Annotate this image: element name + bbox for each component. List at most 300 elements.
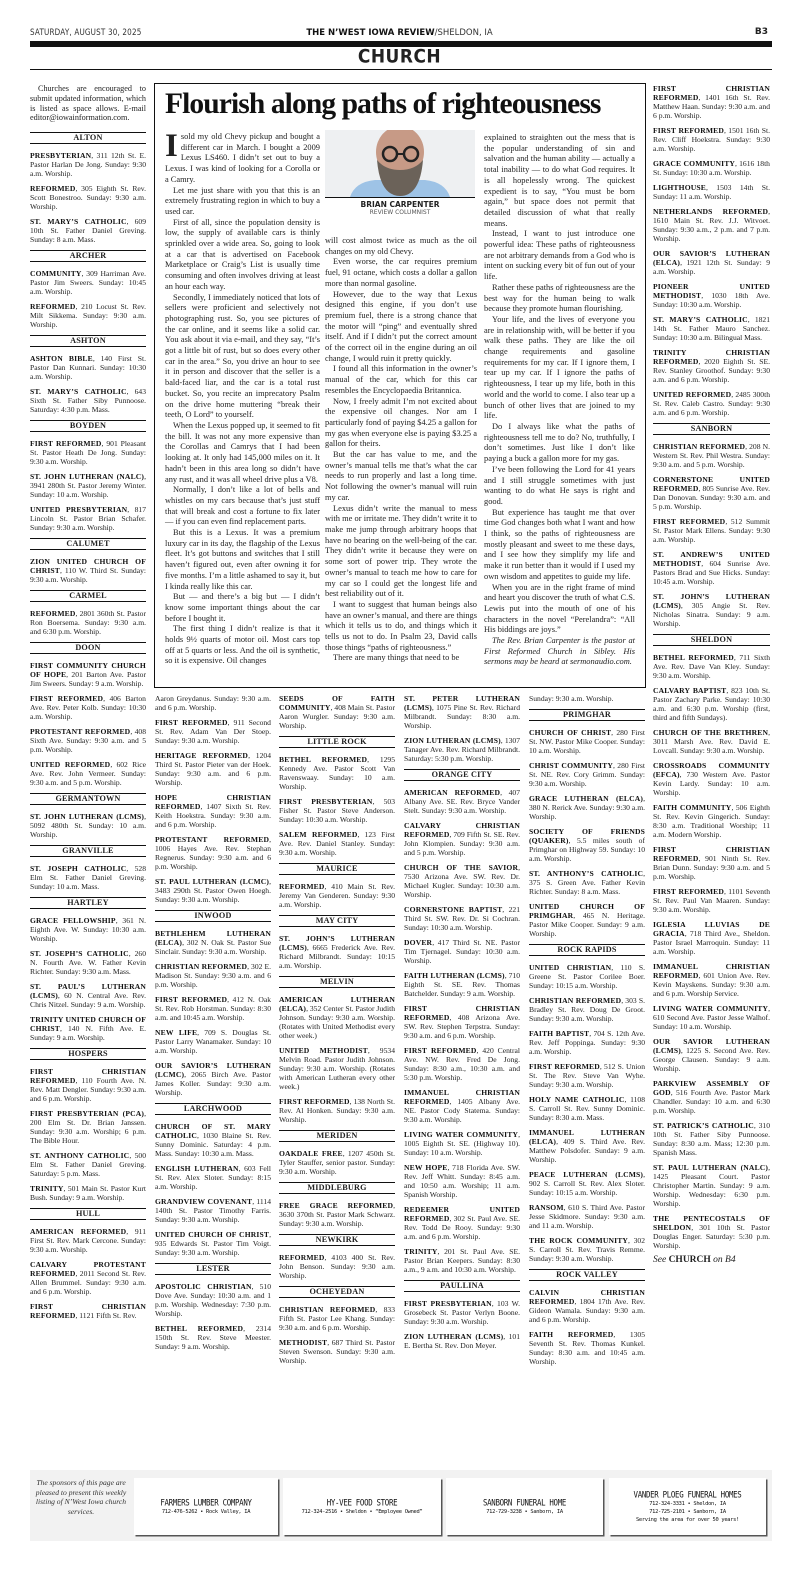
church-listing: [279, 995, 395, 1040]
church-details: , 730 Western Ave. Pastor Kevin Lardy. Sunday: 10 a.m. Worship.: [653, 770, 770, 797]
church-name: PROTESTANT REFORMED: [30, 727, 131, 737]
church-details: , 1030 18th Ave. Sunday: 10:30 a.m. Worship.: [653, 291, 770, 309]
church-name: OUR SAVIOR LUTHERAN (LCMS): [653, 1037, 770, 1055]
church-name: CHURCH OF THE SAVIOR: [404, 863, 519, 872]
church-details: , 3630 370th St. Pastor Mark Schwarz. Sunday: 9:30 a.m. Worship.: [279, 1201, 395, 1228]
church-listing: [529, 728, 645, 755]
church-details: , 709 Fifth St. SE. Rev. John Klompien. Sunday: 9:30 a.m. and 5 p.m. Worship.: [404, 830, 520, 857]
article-paragraph: Instead, I want to just introduce one powerful idea: These paths of righteousness are not arbitrary demands from a God who is intent on sucking every bit of fun out of your life.: [484, 229, 635, 282]
newspaper-name: [0, 28, 799, 38]
church-details: , 603 Fell St. Rev. Alex Sloter. Sunday: 8:15 a.m. Worship.: [155, 1164, 271, 1191]
church-listing: [404, 1332, 520, 1350]
church-name: CHRISTIAN REFORMED: [155, 962, 248, 971]
church-name: ST. ANTHONY’S CATHOLIC: [529, 869, 644, 878]
church-details: , 704 S. 12th Ave. Rev. Jeff Poppinga. Sunday: 9:30 a.m. Worship.: [529, 1029, 645, 1056]
church-name: CALVIN CHRISTIAN REFORMED: [529, 1288, 645, 1306]
church-details: , 302 St. Paul Ave. SE. Rev. Todd De Rooy. Sunday: 9:30 a.m. and 6 p.m. Worship.: [404, 1214, 520, 1241]
church-listing: [653, 126, 770, 153]
church-listing: [529, 1128, 645, 1164]
town-heading: SHELDON: [653, 634, 770, 646]
church-listing: [653, 159, 770, 177]
article-headline: Flourish along paths of righteousness: [165, 88, 601, 120]
church-details: , 2314 150th St. Rev. Steve Meester. Sunday: 9 a.m. Worship.: [155, 1324, 271, 1351]
church-name: REFORMED: [30, 609, 76, 619]
church-listing: [404, 694, 520, 730]
church-details: , 210 Locust St. Rev. Milt Sikkema. Sunday: 9:30 a.m. Worship.: [30, 302, 146, 330]
church-details: , 1005 Eighth St. SE. (Highway 10). Sunday: 10 a.m. Worship.: [404, 1130, 520, 1157]
town-heading: MERIDEN: [279, 1130, 395, 1142]
church-details: , 201 Barton Ave. Pastor Jim Sweers. Sunday: 9 a.m. Worship.: [30, 670, 146, 689]
article-paragraph: I want to suggest that human beings also have an owner’s manual, and there are things which it tells us to do, and things which it tells us not to do. In Psalm 23, David calls those things “paths of righteousness.”: [325, 599, 477, 652]
church-details: , 409 S. Third Ave. Rev. Matthew Polsdofer. Sunday: 9 a.m. Worship.: [529, 1137, 645, 1164]
church-name: ST. PATRICK’S CATHOLIC: [653, 1121, 754, 1130]
church-details: , 408 Arizona Ave. SW. Rev. Stephen Terpstra. Sunday: 9:30 a.m. and 6 p.m. Worship.: [404, 1013, 520, 1040]
church-listing: [653, 1163, 770, 1208]
church-listing: [653, 887, 770, 914]
sponsor-footer: [30, 1470, 772, 1541]
church-name: ZION LUTHERAN (LCMS): [404, 1332, 504, 1341]
church-details: , 823 10th St. Pastor Zachary Parke. Sunday: 10:30 a.m. and 6:30 p.m. Worship (first, third and fifth Sundays).: [653, 686, 770, 722]
town-heading: BOYDEN: [30, 420, 146, 432]
church-listing: [529, 996, 645, 1023]
church-listing: [404, 1205, 520, 1241]
church-listing: [155, 751, 271, 787]
author-photo: [325, 130, 475, 198]
town-heading: ARCHER: [30, 250, 146, 262]
article-paragraph: Normally, I don’t like a lot of bells and whistles on my cars because that’s just stuff that will break and cost a fortune to fix later — if you can even find replacement parts.: [165, 485, 320, 527]
church-listing: [529, 1330, 645, 1366]
church-listing: [30, 864, 146, 891]
church-listing: [529, 761, 645, 788]
church-listing: [404, 821, 520, 857]
church-details: , 1225 S. Second Ave. Rev. George Clausen. Sunday: 9 a.m. Worship.: [653, 1046, 770, 1073]
church-listing: [155, 1164, 271, 1191]
church-name: GRACE FELLOWSHIP: [30, 916, 116, 926]
town-heading: ORANGE CITY: [404, 769, 520, 781]
church-listing: [404, 1163, 520, 1199]
church-listing: [155, 694, 271, 712]
church-listing: [30, 1015, 146, 1042]
church-details: , 1101 Seventh St. Rev. Paul Van Maaren. Sunday: 9:30 a.m. Worship.: [653, 887, 770, 914]
church-details: , 101 E. Bertha St. Rev. Don Meyer.: [404, 1332, 520, 1350]
article-paragraph: But experience has taught me that over time God changes both what I want and how I think, so the paths of righteousness are mostly pleasant and sweet to me these days, and I see how they simplify my life and make it run better than it would if I used my own wisdom and appetites to guide my life.: [484, 507, 635, 581]
church-listing: [404, 1299, 520, 1326]
church-listing: [653, 920, 770, 956]
church-name: FIRST REFORMED: [653, 517, 726, 526]
church-details: , 1616 18th St. Sunday: 10:30 a.m. Worship.: [653, 159, 770, 177]
church-name: AMERICAN LUTHERAN (ELCA): [279, 995, 395, 1013]
church-details: , 408 Sixth Ave. Sunday: 9:30 a.m. and 5 p.m. Worship.: [30, 727, 146, 755]
article-paragraph: I’ve been following the Lord for 41 years and I still struggle sometimes with just wanting to do what He says is right and good.: [484, 464, 635, 506]
church-details: , 465 N. Heritage. Pastor Mike Cooper. Sunday: 9 a.m. Worship.: [529, 911, 645, 938]
church-details: , 301 10th St. Pastor Douglas Enger. Saturday: 5:30 p.m. Worship.: [653, 1223, 770, 1250]
church-listing: [404, 788, 520, 815]
church-listing: [30, 472, 146, 499]
church-details: , 4103 400 St. Rev. John Benson. Sunday: 9:30 a.m. Worship.: [279, 1253, 395, 1280]
church-details: , 2065 Birch Ave. Pastor James Koller. Sunday: 9:30 a.m. Worship.: [155, 1070, 271, 1097]
article-paragraph: [165, 128, 320, 186]
sponsor-contact: 712-725-2101 • Sanborn, IA: [649, 1509, 726, 1515]
sponsor-contact: Serving the area for over 50 years!: [635, 1517, 740, 1523]
town-heading: HULL: [30, 1208, 146, 1220]
church-name: COMMUNITY: [30, 269, 82, 279]
sponsor-contact: 712-476-5262 • Rock Valley, IA: [161, 1509, 251, 1515]
author-portrait-icon: [325, 130, 475, 197]
church-name: OUR SAVIOR’S LUTHERAN (ELCA): [653, 249, 770, 267]
church-listing: [279, 882, 395, 909]
church-details: , 1305 Seventh St. Rev. Thomas Kunkel. Sunday: 8:30 a.m. and 10:45 a.m. Worship.: [529, 1330, 645, 1366]
church-details: , 902 S. Carroll St. Rev. Alex Sloter. Sunday: 10:15 a.m. Worship.: [529, 1170, 645, 1197]
church-name: CHRIST COMMUNITY: [529, 761, 613, 770]
sponsor-ad[interactable]: [609, 1478, 766, 1535]
church-details: , 1108 S. Carroll St. Rev. Sunny Dominic. Sunday: 8:30 a.m. Mass.: [529, 1095, 645, 1122]
article-paragraph: But this is a Lexus. It was a premium luxury car in its day, the flagship of the Lexus fleet. It’s got buttons and switches that I still haven’t figured out, even after owning it for five months. I’m a little ashamed to say it, but I kinda really like this car.: [165, 528, 320, 591]
church-name: CHURCH OF THE BRETHREN: [653, 728, 769, 737]
church-listing: [30, 354, 146, 381]
church-listing: [30, 217, 146, 244]
church-details: , 302 S. Carroll St. Rev. Travis Remme. Sunday: 9:30 a.m. Worship.: [529, 1236, 645, 1263]
article-paragraph: Lexus didn’t write the manual to mess with me or irritate me. They didn’t write it to make me jump through arbitrary hoops that have no bearing on the well-being of the car. They didn’t write it because they were on some sort of power trip. They wrote the owner’s manual to teach me how to care for my car so I could get the longest life and best reliability out of it.: [325, 503, 477, 599]
church-listing: [653, 653, 770, 680]
sponsor-ad[interactable]: [283, 1478, 441, 1535]
church-name: UNITED REFORMED: [653, 390, 732, 399]
church-listing: [653, 348, 770, 384]
church-name: PARKVIEW ASSEMBLY OF GOD: [653, 1079, 770, 1097]
church-listing: [30, 916, 146, 943]
church-name: AMERICAN REFORMED: [30, 1227, 127, 1237]
church-details: , 718 Third Ave., Sheldon. Pastor Israel Marroquin. Sunday: 11 a.m. Worship.: [653, 929, 770, 956]
church-listing: [404, 1046, 520, 1082]
church-details: , 1075 Pine St. Rev. Richard Milbrandt. Sunday: 8:30 a.m. Worship.: [404, 703, 520, 730]
sponsor-note: The sponsors of this page are pleased to present this weekly listing of N’West Iowa church services.: [35, 1478, 127, 1516]
church-listing: [279, 1201, 395, 1228]
church-listing: [653, 761, 770, 797]
jump-section: CHURCH: [668, 1255, 711, 1265]
church-name: AMERICAN REFORMED: [404, 788, 501, 797]
church-details: , 260 N. Fourth Ave. W. Father Kevin Richter. Sunday: 9:30 a.m. Mass.: [30, 949, 146, 977]
church-name: LIGHTHOUSE: [653, 183, 706, 192]
church-name: GRACE LUTHERAN (ELCA): [529, 794, 644, 803]
sponsor-name: VANDER PLOEG FUNERAL HOMES: [633, 1488, 742, 1501]
church-name: IMMANUEL CHRISTIAN REFORMED: [404, 1088, 520, 1106]
church-name: DOVER: [404, 938, 433, 947]
church-name: FIRST REFORMED: [653, 887, 724, 896]
church-name: UNITED METHODIST: [279, 1046, 368, 1055]
article-paragraph: I found all this information in the owner’s manual of the car, which for this car resembles the Encyclopaedia Britannica.: [325, 364, 477, 395]
church-listing: [155, 1230, 271, 1257]
church-name: REFORMED: [279, 882, 325, 891]
church-listing: [30, 727, 146, 754]
church-details: , 1114 140th St. Pastor Timothy Farris. Sunday: 9:30 a.m. Worship.: [155, 1197, 271, 1224]
church-details: , 3941 280th St. Pastor Jeremy Winter. Sunday: 10 a.m. Worship.: [30, 472, 146, 500]
article-paragraph-text: sold my old Chevy pickup and bought a different car in March. I bought a 2009 Lexus LS460. I didn’t set out to buy a Lexus. I was kind of looking for a Corolla or a Camry.: [165, 132, 320, 184]
town-heading: CARMEL: [30, 590, 146, 602]
church-listing: [653, 475, 770, 511]
church-listing: [30, 949, 146, 976]
church-name: ST. JOSEPH’S CATHOLIC: [30, 949, 129, 959]
church-details: , 110 S. Greene St. Pastor Corilee Boer. Sunday: 10:15 a.m. Worship.: [529, 963, 645, 990]
church-details: , 1804 17th Ave. Rev. Gideon Wamala. Sunday: 9:30 a.m. and 6 p.m. Worship.: [529, 1297, 645, 1324]
church-listing: [279, 694, 395, 730]
church-listing: [279, 934, 395, 970]
church-details: , 1207 450th St. Tyler Stauffer, senior pastor. Sunday: 9:30 a.m. Worship.: [279, 1149, 395, 1176]
article-paragraph: There are many things that need to be: [333, 653, 460, 663]
church-details: , 604 Sunrise Ave. Pastors Brad and Sue Hicks. Sunday: 10:45 a.m. Worship.: [653, 559, 770, 586]
church-listing: [404, 1130, 520, 1157]
church-details: , 406 Barton Ave. Rev. Peter Kolb. Sunday: 10:30 a.m. Worship.: [30, 694, 146, 722]
church-name: FIRST PRESBYTERIAN: [404, 1299, 492, 1308]
church-listing: [529, 1062, 645, 1089]
church-details: , 709 S. Douglas St. Pastor Larry Wanamaker. Sunday: 10 a.m. Worship.: [155, 1028, 271, 1055]
church-listing: [529, 1288, 645, 1324]
church-name: CALVARY CHRISTIAN REFORMED: [404, 821, 520, 839]
church-details: , 6665 Frederick Ave. Rev. Richard Milbrandt. Sunday: 10:15 a.m. Worship.: [279, 943, 395, 970]
town-heading: ALTON: [30, 132, 146, 144]
sponsor-name: FARMERS LUMBER COMPANY: [160, 1496, 252, 1509]
church-details: , 1307 Tanager Ave. Rev. Richard Milbrandt. Saturday: 5:30 p.m. Worship.: [404, 736, 520, 763]
town-heading: LARCHWOOD: [155, 1103, 271, 1115]
church-name: UNITED PRESBYTERIAN: [30, 505, 128, 515]
church-details: , 352 Center St. Pastor Judith Johnson. Sunday: 9:30 a.m. Worship. (Rotates with United Methodist every other week.): [279, 1004, 395, 1040]
church-name: GRACE COMMUNITY: [653, 159, 736, 168]
church-name: TRINITY: [404, 1247, 438, 1256]
church-details: , 901 Ninth St. Rev. Brian Dunn. Sunday: 9:30 a.m. and 5 p.m. Worship.: [653, 854, 770, 881]
article-paragraph: Now, I freely admit I’m not excited about the expensive oil changes. Nor am I particularly fond of paying $4.25 a gallon for my gas when everyone else is paying $3.25 a gallon for theirs.: [325, 396, 477, 449]
article-paragraph: Even worse, the car requires premium fuel, 91 octane, which costs a dollar a gallon more than normal gasoline.: [325, 257, 477, 288]
church-listing: [404, 1247, 520, 1274]
church-details: , 710 Eighth St. SE. Rev. Thomas Batchelder. Sunday: 9 a.m. Worship.: [404, 971, 520, 998]
church-details: , 1503 14th St. Sunday: 11 a.m. Worship.: [653, 183, 770, 201]
church-name: ST. JOHN’S LUTHERAN (LCMS): [653, 592, 770, 610]
town-heading: SANBORN: [653, 423, 770, 435]
church-listing: [30, 694, 146, 721]
church-listing: [653, 550, 770, 586]
church-details: , 280 First St. NE. Rev. Cory Grimm. Sunday: 9:30 a.m. Worship.: [529, 761, 645, 788]
church-details: , 60 N. Central Ave. Rev. Chris Nitzel. Sunday: 9 a.m. Worship.: [30, 991, 146, 1010]
church-listing: [529, 1170, 645, 1197]
church-listing: [30, 1067, 146, 1103]
town-heading: MAURICE: [279, 863, 395, 875]
church-name: ST. PAUL’S LUTHERAN (LCMS): [30, 982, 146, 1001]
church-listing: [30, 387, 146, 414]
church-details: , 817 Lincoln St. Pastor Brian Schafer. Sunday: 9:30 a.m. Worship.: [30, 505, 146, 533]
church-details: , 711 Sixth Ave. Rev. Dave Van Kley. Sunday: 9:30 a.m. Worship.: [653, 653, 770, 680]
town-heading: LITTLE ROCK: [279, 736, 395, 748]
church-details: , 512 S. Union St. The Rev. Steve Van Wyhe. Sunday: 9:30 a.m. Worship.: [529, 1062, 645, 1089]
church-listing: [653, 207, 770, 243]
article-paragraph: will cost almost twice as much as the oil changes on my old Chevy.: [325, 236, 477, 256]
town-heading: GERMANTOWN: [30, 793, 146, 805]
church-listing: [653, 249, 770, 276]
church-name: NETHERLANDS REFORMED: [653, 207, 769, 216]
listing-intro: Churches are encouraged to submit updated information, which is listed as space allows. E-mail editor@iowainformation.com.: [30, 84, 146, 123]
article-column-3: [484, 133, 635, 668]
church-details: , 5.5 miles south of Primghar on Highway 59. Sunday: 10 a.m. Worship.: [529, 836, 645, 863]
church-name: FAITH COMMUNITY: [653, 803, 732, 812]
church-details: , 361 N. Eighth Ave. W. Sunday: 10:30 a.m. Worship.: [30, 916, 146, 944]
church-details: , 512 Summit St. Pastor Mark Ellens. Sunday: 9:30 a.m. Worship.: [653, 517, 770, 544]
listing-column-2: [155, 694, 271, 1464]
church-name: NEW HOPE: [404, 1163, 448, 1172]
church-listing: [155, 995, 271, 1022]
church-name: ST. JOHN LUTHERAN (LCMS): [30, 812, 145, 822]
church-details: , 375 S. Green Ave. Father Kevin Richter. Sunday: 8 a.m. Mass.: [529, 869, 645, 896]
church-details: , 138 North St. Rev. Al Honken. Sunday: 9:30 a.m. Worship.: [279, 1097, 395, 1124]
town-heading: ASHTON: [30, 335, 146, 347]
church-listing: [404, 971, 520, 998]
sponsor-contact: 712-324-2516 • Sheldon • “Employee Owned”: [301, 1509, 423, 1515]
church-name: FAITH LUTHERAN (LCMS): [404, 971, 505, 980]
church-name: IMMANUEL CHRISTIAN REFORMED: [653, 962, 770, 980]
church-details: , 201 St. Paul Ave. SE. Pastor Brian Keepers. Sunday: 8:30 a.m., 9 a.m. and 10:30 a.m. Worship.: [404, 1247, 520, 1274]
church-name: ST. PETER LUTHERAN (LCMS): [404, 694, 520, 712]
town-heading: HOSPERS: [30, 1048, 146, 1060]
church-details: , 2485 300th St. Rev. Caleb Castro. Sunday: 9:30 a.m. and 6 p.m. Worship.: [653, 390, 770, 417]
church-listing: [404, 1004, 520, 1040]
church-listing: [30, 982, 146, 1009]
church-listing: [30, 1151, 146, 1178]
church-listing: [653, 592, 770, 628]
church-name: ST. ANDREW’S UNITED METHODIST: [653, 550, 770, 568]
town-heading: HARTLEY: [30, 897, 146, 909]
church-name: FIRST REFORMED: [155, 995, 228, 1004]
church-listing: [30, 1184, 146, 1202]
church-listing: [653, 1037, 770, 1073]
church-details: Aaron Greydanus. Sunday: 9:30 a.m. and 6 p.m. Worship.: [155, 694, 271, 712]
church-listing: [30, 661, 146, 688]
jump-suffix: on B4: [710, 1255, 736, 1265]
church-details: , 1405 Albany Ave. NE. Pastor Cody Statema. Sunday: 9:30 a.m. Worship.: [404, 1097, 520, 1124]
church-name: UNITED CHURCH OF CHRIST: [155, 1230, 270, 1239]
church-details: , 302 E. Madison St. Sunday: 9:30 a.m. and 6 p.m. Worship.: [155, 962, 271, 989]
church-name: CHRISTIAN REFORMED: [529, 996, 622, 1005]
article-paragraph: However, due to the way that Lexus designed this engine, if you don’t use premium fuel, there is a strong chance that the motor will “ping” and eventually shred itself. And if I didn’t put the correct amount of the correct oil in the engine during an oil change, I would ruin it pretty quickly.: [325, 289, 477, 363]
church-details: , 5092 480th St. Sunday: 10 a.m. Worship.: [30, 812, 146, 840]
church-details: , 140 N. Fifth Ave. E. Sunday: 9 a.m. Worship.: [30, 1024, 146, 1043]
church-name: CROSSROADS COMMUNITY (EFCA): [653, 761, 770, 779]
church-details: , 7530 Arizona Ave. SW. Rev. Dr. Michael Kugler. Sunday: 10:30 a.m. Worship.: [404, 863, 520, 899]
church-name: REFORMED: [30, 302, 76, 312]
church-details: , 687 Third St. Pastor Steven Swenson. Sunday: 9:30 a.m. Worship.: [279, 1338, 395, 1365]
church-details: , 1610 Main St. Rev. J.J. Witvoet. Sunday: 9:30 a.m., 2 p.m. and 7 p.m. Worship.: [653, 207, 770, 243]
article-paragraph: When you are in the right frame of mind and heart you discover the truth of what C.S. Lewis put into the mouth of one of his characters in the novel “Perelandra”: “All His biddings are joys.”: [484, 582, 635, 635]
church-name: BETHEL REFORMED: [279, 755, 368, 764]
listing-column-left: [30, 84, 146, 1464]
church-listing: [279, 1046, 395, 1091]
church-details: , 1407 Sixth St. Rev. Keith Hoekstra. Sunday: 9:30 a.m. and 6 p.m. Worship.: [155, 802, 271, 829]
church-details: , 901 Pleasant St. Pastor Heath De Jong. Sunday: 9:30 a.m. Worship.: [30, 439, 146, 467]
listing-column-right: [653, 84, 770, 1464]
church-listing: [404, 736, 520, 763]
article-paragraph: When the Lexus popped up, it seemed to fit the bill. It was not any more expensive than the Corollas and Camrys that I had been looking at. It only had 145,000 miles on it. It hadn’t been in this area long so didn’t have any rust, and it was all wheel drive plus a V8.: [165, 420, 320, 484]
church-name: BETHEL REFORMED: [155, 1324, 244, 1333]
sponsor-name: HY-VEE FOOD STORE: [326, 1496, 398, 1509]
town-heading: ROCK VALLEY: [529, 1269, 645, 1281]
church-listing: [653, 315, 770, 342]
town-heading: ROCK RAPIDS: [529, 944, 645, 956]
church-details: , 140 First St. Pastor Dan Kunnari. Sunday: 10:30 a.m. Worship.: [30, 354, 146, 382]
continued-jump: [653, 1256, 770, 1265]
church-name: CORNERSTONE BAPTIST: [404, 905, 503, 914]
church-listing: [30, 1227, 146, 1254]
church-listing: [653, 803, 770, 839]
church-listing: [155, 1324, 271, 1351]
church-details: , 602 Rice Ave. Rev. John Vermeer. Sunday: 9:30 a.m. and 5 p.m. Worship.: [30, 760, 146, 788]
church-listing: [155, 877, 271, 904]
listing-column-5: [529, 694, 645, 1464]
church-name: TRINITY CHRISTIAN REFORMED: [653, 348, 770, 366]
church-listing: [529, 827, 645, 863]
church-name: FAITH BAPTIST: [529, 1029, 590, 1038]
church-listing: [404, 1088, 520, 1124]
church-name: HERITAGE REFORMED: [155, 751, 249, 760]
church-name: LIVING WATER COMMUNITY: [653, 1004, 769, 1013]
church-name: FIRST CHRISTIAN REFORMED: [30, 1302, 146, 1321]
church-listing: [279, 1305, 395, 1332]
article-paragraph: First of all, since the population density is low, the supply of available cars is thinly sprinkled over a wide area. So, going to look at a car that is advertised on Facebook Marketplace or Craig’s List is usually time consuming and often involves driving at least an hour each way.: [165, 217, 320, 291]
sponsor-ad[interactable]: [446, 1478, 603, 1535]
church-listing: [653, 1214, 770, 1250]
town-heading: CALUMET: [30, 538, 146, 550]
church-name: FAITH REFORMED: [529, 1330, 614, 1339]
town-heading: MIDDLEBURG: [279, 1182, 395, 1194]
church-details: , 408 Main St. Pastor Aaron Wurgler. Sunday: 9:30 a.m. Worship.: [279, 703, 395, 730]
church-listing: [529, 902, 645, 938]
church-name: FREE GRACE REFORMED: [279, 1201, 394, 1210]
church-listing: [529, 694, 645, 703]
church-listing: [404, 938, 520, 965]
church-listing: [30, 302, 146, 329]
church-details: , 506 Eighth St. Rev. Kevin Gingerich. Sunday: 8:30 a.m. Traditional Worship; 11 a.m. Modern Worship.: [653, 803, 770, 839]
article-paragraph: Secondly, I immediately noticed that lots of sellers were proficient and selectively not photographing rust. So, you see pictures of the car online, and it seems like a solid car. You ask about it via e-mail, and they say, “It’s got a little bit of rust, but so does every other car in the area.” So, you drive an hour to see it in person and discover that the seller is a bald-faced liar, and the car is a total rust bucket. So, you recite an imprecatory Psalm on the drive home muttering “break their teeth, O Lord” to yourself.: [165, 292, 320, 420]
church-details: , 380 N. Rerick Ave. Sunday: 9:30 a.m. Worship.: [529, 794, 645, 821]
church-details: , 200 Elm St. Dr. Brian Janssen. Sunday: 9:30 a.m. Worship; 6 p.m. The Bible Hour.: [30, 1109, 146, 1146]
church-name: ST. JOHN LUTHERAN (NALC): [30, 472, 145, 482]
church-details: , 305 Angie St. Rev. Nicholas Sinatra. Sunday: 9 a.m. Worship.: [653, 601, 770, 628]
church-details: , 407 Albany Ave. SE. Rev. Bryce Vander Stelt. Sunday: 9:30 a.m. Worship.: [404, 788, 520, 815]
church-listing: [30, 184, 146, 211]
church-name: ENGLISH LUTHERAN: [155, 1164, 239, 1173]
town-heading: PRIMGHAR: [529, 709, 645, 721]
church-name: ST. JOSEPH CATHOLIC: [30, 864, 127, 874]
church-listing: [529, 1203, 645, 1230]
sponsor-ad[interactable]: [134, 1478, 278, 1535]
church-name: FIRST REFORMED: [30, 694, 104, 704]
church-name: ZION LUTHERAN (LCMS): [404, 736, 501, 745]
church-listing: [155, 962, 271, 989]
church-name: PROTESTANT REFORMED: [155, 835, 270, 844]
church-details: , 2011 Second St. Rev. Allen Brummel. Sunday: 9:30 a.m. and 6 p.m. Worship.: [30, 1269, 146, 1297]
author-bio: The Rev. Brian Carpenter is the pastor at First Reformed Church in Sibley. His sermons may be heard at sermonaudio.com.: [484, 636, 635, 667]
church-listing: [653, 517, 770, 544]
article-paragraph: Your life, and the lives of everyone you are in relationship with, will be better if you walk these paths. They are like the oil change requirements and gasoline requirements for my car. If I ignore them, I tear up my car. If I ignore the paths of righteousness, I tear up my life, both in this world and the world to come. I also tear up a bunch of other lives that are joined to my life.: [484, 314, 635, 421]
church-name: HOPE CHRISTIAN REFORMED: [155, 793, 271, 811]
church-listing: [155, 1061, 271, 1097]
article-paragraph: explained to straighten out the mess that is the popular understanding of sin and salvation and the human ability — actually a total inability — to do what God requires. It is all hopelessly wrong. The quickest expedient is to say, “You must be born again,” but space does not permit that detailed discussion of what that really means.: [484, 133, 635, 228]
church-listing: [155, 1197, 271, 1224]
church-listing: [529, 794, 645, 821]
church-name: ASHTON BIBLE: [30, 354, 93, 364]
church-name: REDEEMER UNITED REFORMED: [404, 1205, 520, 1223]
church-name: APOSTOLIC CHRISTIAN: [155, 1282, 252, 1291]
church-listing: [653, 1079, 770, 1115]
sponsor-contact: 712-729-3238 • Sanborn, IA: [486, 1509, 563, 1515]
church-details: , 309 Harriman Ave. Pastor Jim Sweers. Sunday: 10:45 a.m. Worship.: [30, 269, 146, 297]
church-listing: [30, 760, 146, 787]
church-name: FIRST REFORMED: [279, 1097, 350, 1106]
church-details: , 1821 14th St. Father Mauro Sanchez. Sunday: 10:30 a.m. Bilingual Mass.: [653, 315, 770, 342]
church-listing: [653, 1121, 770, 1157]
